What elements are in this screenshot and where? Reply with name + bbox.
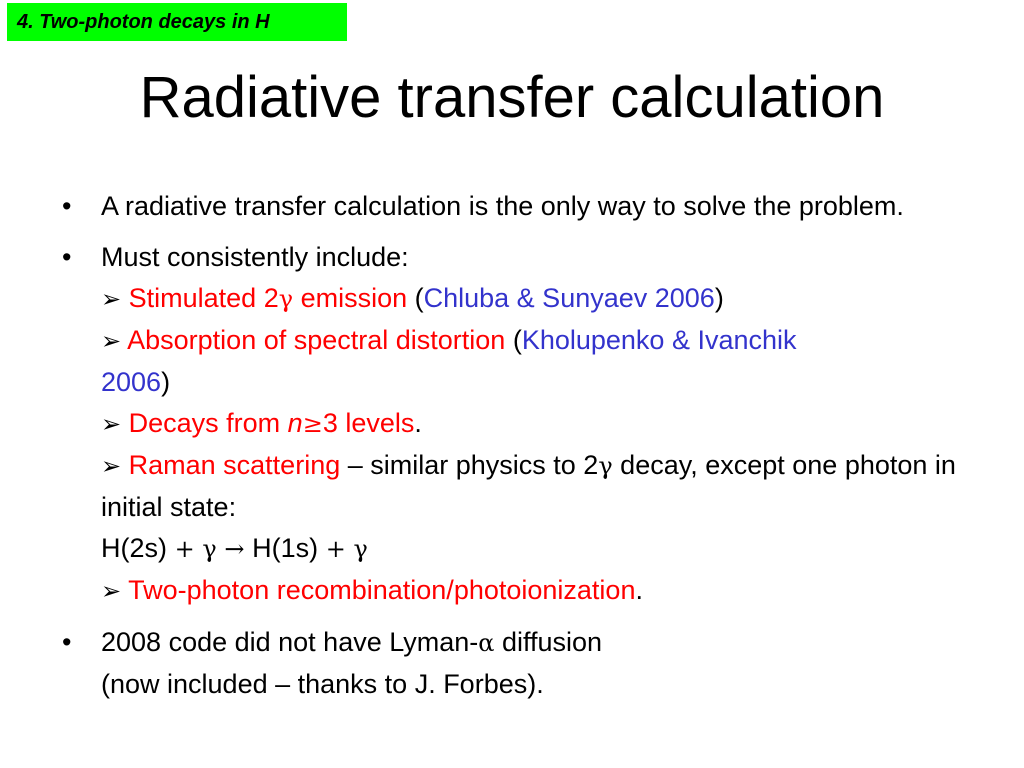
- plus-symbol: +: [318, 535, 354, 563]
- highlight-text: Absorption of spectral distortion: [127, 325, 506, 355]
- arrow-bullet-icon: ➢: [101, 410, 122, 438]
- bullet-item: [62, 186, 992, 227]
- slide-title: Radiative transfer calculation: [139, 65, 885, 130]
- arrow-bullet-icon: ➢: [101, 327, 122, 355]
- period: .: [635, 575, 643, 605]
- highlight-text: 3 levels: [322, 408, 415, 438]
- bullet-marker: •: [62, 191, 72, 221]
- n-symbol: n: [287, 408, 303, 438]
- paren-open: (: [407, 283, 424, 313]
- gamma-symbol: γ: [278, 285, 294, 313]
- highlight-text: Two-photon recombination/photoionization: [128, 575, 636, 605]
- sub-item-absorption: [101, 320, 992, 403]
- paren-close: ): [714, 283, 724, 313]
- geq-symbol: ≥: [302, 410, 323, 438]
- reference-text: Chluba & Sunyaev 2006: [423, 283, 715, 313]
- sub-item-decays: [101, 403, 992, 445]
- paren-close: ): [161, 367, 171, 397]
- body-text: diffusion: [494, 627, 603, 657]
- gamma-symbol: γ: [598, 452, 613, 480]
- bullet-text: Must consistently include:: [101, 242, 409, 272]
- bullet-item: [62, 237, 992, 612]
- gamma-symbol: γ: [202, 535, 217, 563]
- gamma-symbol: γ: [353, 535, 368, 563]
- highlight-text: emission: [293, 283, 408, 313]
- plus-symbol: +: [167, 535, 203, 563]
- bullet-text: A radiative transfer calculation is the only way to solve the problem.: [101, 191, 904, 221]
- eq-term: H(1s): [252, 533, 319, 563]
- body-text: 2008 code did not have Lyman-: [101, 627, 479, 657]
- sub-item-two-photon: [101, 570, 992, 612]
- bullet-marker: •: [62, 242, 72, 272]
- arrow-bullet-icon: ➢: [101, 577, 122, 605]
- paren-open: (: [505, 325, 522, 355]
- eq-term: H(2s): [101, 533, 167, 563]
- body-text: – similar physics to 2: [340, 450, 599, 480]
- bullet-text: [101, 622, 992, 664]
- reference-year: 2006: [101, 367, 162, 397]
- arrow-bullet-icon: ➢: [101, 285, 122, 313]
- sub-item-raman: [101, 445, 992, 528]
- right-arrow-icon: →: [216, 535, 253, 563]
- reference-text: Kholupenko & Ivanchik: [521, 325, 797, 355]
- highlight-text: Raman scattering: [128, 450, 341, 480]
- highlight-text: Decays from: [128, 408, 288, 438]
- bullet-text-line2: (now included – thanks to J. Forbes).: [101, 669, 544, 699]
- highlight-text: Stimulated 2: [128, 283, 279, 313]
- alpha-symbol: α: [478, 629, 495, 657]
- equation: [101, 528, 992, 570]
- bullet-marker: •: [62, 627, 72, 657]
- section-tag: 4. Two-photon decays in H: [7, 3, 347, 41]
- sub-item-stimulated-emission: [101, 278, 992, 320]
- arrow-bullet-icon: ➢: [101, 452, 122, 480]
- body-text: decay, except one photon in initial state:: [101, 450, 956, 522]
- bullet-item: [62, 622, 992, 705]
- bullet-list: [62, 186, 992, 705]
- period: .: [414, 408, 422, 438]
